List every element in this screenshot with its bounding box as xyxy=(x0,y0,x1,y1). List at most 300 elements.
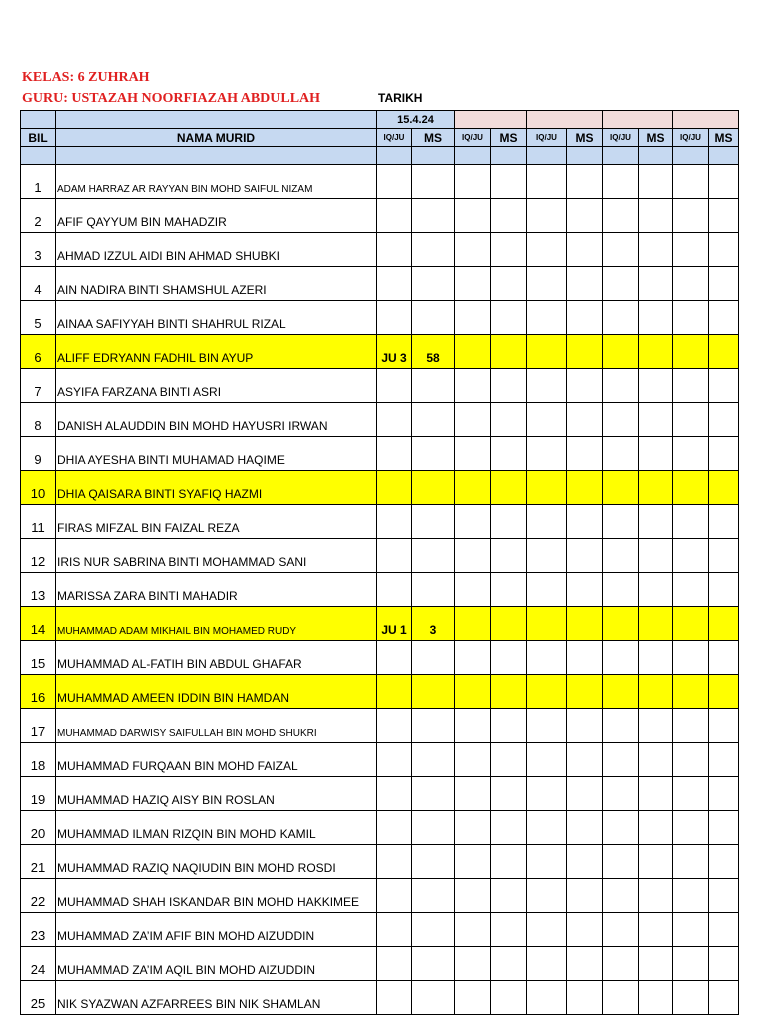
student-number: 9 xyxy=(21,437,56,471)
empty-cell xyxy=(639,335,673,369)
empty-cell xyxy=(527,811,567,845)
blank-cell xyxy=(567,147,603,165)
empty-cell xyxy=(709,811,739,845)
empty-cell xyxy=(527,403,567,437)
empty-cell xyxy=(567,777,603,811)
student-name: AIN NADIRA BINTI SHAMSHUL AZERI xyxy=(56,267,377,301)
empty-cell xyxy=(527,743,567,777)
empty-cell xyxy=(455,505,491,539)
empty-cell xyxy=(709,505,739,539)
student-number: 23 xyxy=(21,913,56,947)
date-label: TARIKH xyxy=(378,91,423,105)
empty-cell xyxy=(673,573,709,607)
empty-cell xyxy=(567,641,603,675)
empty-cell xyxy=(709,471,739,505)
student-name: DHIA QAISARA BINTI SYAFIQ HAZMI xyxy=(56,471,377,505)
empty-cell xyxy=(491,233,527,267)
student-name: MUHAMMAD ILMAN RIZQIN BIN MOHD KAMIL xyxy=(56,811,377,845)
empty-cell xyxy=(491,301,527,335)
student-row xyxy=(21,369,739,403)
empty-cell xyxy=(527,981,567,1015)
empty-cell xyxy=(709,845,739,879)
iqju-cell xyxy=(377,233,412,267)
empty-cell xyxy=(455,845,491,879)
student-number: 5 xyxy=(21,301,56,335)
student-name: FIRAS MIFZAL BIN FAIZAL REZA xyxy=(56,505,377,539)
empty-cell xyxy=(603,709,639,743)
empty-cell xyxy=(709,573,739,607)
ms-cell xyxy=(412,233,455,267)
empty-cell xyxy=(709,641,739,675)
empty-cell xyxy=(639,641,673,675)
empty-cell xyxy=(491,777,527,811)
empty-cell xyxy=(527,675,567,709)
iqju-cell xyxy=(377,675,412,709)
empty-cell xyxy=(491,811,527,845)
bil-header: BIL xyxy=(21,129,56,147)
empty-cell xyxy=(603,369,639,403)
student-name: ALIFF EDRYANN FADHIL BIN AYUP xyxy=(56,335,377,369)
student-name: DHIA AYESHA BINTI MUHAMAD HAQIME xyxy=(56,437,377,471)
student-number: 4 xyxy=(21,267,56,301)
blank-cell xyxy=(709,147,739,165)
empty-cell xyxy=(639,165,673,199)
student-row xyxy=(21,743,739,777)
ms-cell xyxy=(412,505,455,539)
student-name: MUHAMMAD AMEEN IDDIN BIN HAMDAN xyxy=(56,675,377,709)
empty-cell xyxy=(603,573,639,607)
blank-cell xyxy=(527,147,567,165)
empty-cell xyxy=(639,573,673,607)
empty-cell xyxy=(455,573,491,607)
empty-cell xyxy=(455,403,491,437)
ms-cell xyxy=(412,811,455,845)
blank-cell xyxy=(491,147,527,165)
student-number: 20 xyxy=(21,811,56,845)
ms-cell xyxy=(412,981,455,1015)
empty-cell xyxy=(673,335,709,369)
empty-cell xyxy=(603,471,639,505)
empty-cell xyxy=(567,335,603,369)
empty-cell xyxy=(639,471,673,505)
empty-cell xyxy=(603,539,639,573)
iqju-cell xyxy=(377,165,412,199)
empty-cell xyxy=(639,947,673,981)
student-row xyxy=(21,913,739,947)
ms-cell xyxy=(412,437,455,471)
empty-cell xyxy=(527,709,567,743)
ms-cell xyxy=(412,369,455,403)
empty-cell xyxy=(527,233,567,267)
ms-cell xyxy=(412,709,455,743)
student-number: 12 xyxy=(21,539,56,573)
student-number: 1 xyxy=(21,165,56,199)
iqju-cell xyxy=(377,743,412,777)
student-row xyxy=(21,947,739,981)
student-row xyxy=(21,335,739,369)
student-name: AHMAD IZZUL AIDI BIN AHMAD SHUBKI xyxy=(56,233,377,267)
empty-cell xyxy=(455,437,491,471)
student-name: NIK SYAZWAN AZFARREES BIN NIK SHAMLAN xyxy=(56,981,377,1015)
iqju-cell xyxy=(377,437,412,471)
student-number: 3 xyxy=(21,233,56,267)
empty-cell xyxy=(455,879,491,913)
empty-cell xyxy=(673,811,709,845)
iqju-cell xyxy=(377,301,412,335)
empty-cell xyxy=(603,675,639,709)
student-row xyxy=(21,437,739,471)
blank-cell xyxy=(639,147,673,165)
iqju-cell xyxy=(377,267,412,301)
empty-cell xyxy=(709,301,739,335)
empty-cell xyxy=(673,539,709,573)
empty-cell xyxy=(527,437,567,471)
ms-header: MS xyxy=(491,129,527,147)
iqju-cell xyxy=(377,879,412,913)
empty-cell xyxy=(673,743,709,777)
empty-cell xyxy=(491,709,527,743)
iqju-cell: JU 1 xyxy=(377,607,412,641)
empty-cell xyxy=(673,777,709,811)
date-header-row xyxy=(21,111,739,129)
student-row xyxy=(21,607,739,641)
nama-header: NAMA MURID xyxy=(56,129,377,147)
student-row xyxy=(21,403,739,437)
empty-cell xyxy=(491,947,527,981)
empty-cell xyxy=(567,743,603,777)
empty-cell xyxy=(567,301,603,335)
ms-cell xyxy=(412,777,455,811)
empty-cell xyxy=(603,505,639,539)
empty-cell xyxy=(639,369,673,403)
empty-cell xyxy=(639,437,673,471)
ms-cell xyxy=(412,403,455,437)
empty-cell xyxy=(491,267,527,301)
blank-cell xyxy=(412,147,455,165)
iqju-cell xyxy=(377,811,412,845)
student-number: 6 xyxy=(21,335,56,369)
empty-cell xyxy=(527,947,567,981)
empty-cell xyxy=(709,675,739,709)
empty-cell xyxy=(603,301,639,335)
empty-cell xyxy=(603,267,639,301)
empty-cell xyxy=(567,165,603,199)
iqju-cell xyxy=(377,845,412,879)
blank-cell xyxy=(377,147,412,165)
empty-cell xyxy=(567,267,603,301)
empty-cell xyxy=(567,845,603,879)
empty-cell xyxy=(709,879,739,913)
empty-cell xyxy=(455,199,491,233)
ms-header: MS xyxy=(567,129,603,147)
empty-cell xyxy=(527,607,567,641)
empty-cell xyxy=(455,811,491,845)
empty-cell xyxy=(527,539,567,573)
empty-cell xyxy=(491,913,527,947)
empty-cell xyxy=(455,539,491,573)
empty-cell xyxy=(709,233,739,267)
student-number: 15 xyxy=(21,641,56,675)
empty-cell xyxy=(455,981,491,1015)
ms-cell xyxy=(412,675,455,709)
student-name: IRIS NUR SABRINA BINTI MOHAMMAD SANI xyxy=(56,539,377,573)
student-row xyxy=(21,301,739,335)
empty-cell xyxy=(709,403,739,437)
empty-cell xyxy=(567,675,603,709)
iqju-header: IQ/JU xyxy=(527,129,567,147)
empty-cell xyxy=(639,233,673,267)
empty-cell xyxy=(639,403,673,437)
iqju-cell xyxy=(377,641,412,675)
empty-cell xyxy=(639,267,673,301)
empty-cell xyxy=(567,233,603,267)
iqju-cell xyxy=(377,199,412,233)
empty-cell xyxy=(709,335,739,369)
empty-cell xyxy=(491,573,527,607)
empty-cell xyxy=(603,437,639,471)
empty-cell xyxy=(603,743,639,777)
student-row xyxy=(21,845,739,879)
nama-header-top xyxy=(56,111,377,129)
empty-cell xyxy=(567,471,603,505)
empty-cell xyxy=(603,845,639,879)
empty-cell xyxy=(639,675,673,709)
empty-cell xyxy=(567,709,603,743)
empty-cell xyxy=(673,981,709,1015)
iqju-cell xyxy=(377,403,412,437)
empty-cell xyxy=(491,539,527,573)
blank-cell xyxy=(673,147,709,165)
blank-cell xyxy=(455,147,491,165)
empty-cell xyxy=(673,437,709,471)
student-name: ASYIFA FARZANA BINTI ASRI xyxy=(56,369,377,403)
iqju-header: IQ/JU xyxy=(673,129,709,147)
empty-cell xyxy=(567,199,603,233)
class-label: KELAS: 6 ZUHRAH xyxy=(22,70,150,85)
student-number: 16 xyxy=(21,675,56,709)
student-name: AINAA SAFIYYAH BINTI SHAHRUL RIZAL xyxy=(56,301,377,335)
student-number: 10 xyxy=(21,471,56,505)
empty-cell xyxy=(709,913,739,947)
empty-cell xyxy=(603,913,639,947)
ms-cell xyxy=(412,879,455,913)
empty-cell xyxy=(673,267,709,301)
empty-cell xyxy=(709,981,739,1015)
iqju-cell xyxy=(377,369,412,403)
empty-cell xyxy=(455,777,491,811)
empty-cell xyxy=(527,913,567,947)
student-row xyxy=(21,267,739,301)
attendance-table xyxy=(20,110,739,1015)
student-number: 11 xyxy=(21,505,56,539)
empty-cell xyxy=(491,743,527,777)
empty-cell xyxy=(455,607,491,641)
column-header-row xyxy=(21,129,739,147)
student-row xyxy=(21,233,739,267)
empty-cell xyxy=(527,505,567,539)
iqju-cell xyxy=(377,777,412,811)
empty-cell xyxy=(673,471,709,505)
student-name: MUHAMMAD FURQAAN BIN MOHD FAIZAL xyxy=(56,743,377,777)
empty-cell xyxy=(603,607,639,641)
empty-cell xyxy=(639,845,673,879)
student-row xyxy=(21,573,739,607)
empty-cell xyxy=(491,981,527,1015)
empty-cell xyxy=(455,165,491,199)
student-name: MUHAMMAD AL-FATIH BIN ABDUL GHAFAR xyxy=(56,641,377,675)
iqju-cell xyxy=(377,709,412,743)
empty-cell xyxy=(527,165,567,199)
student-row xyxy=(21,777,739,811)
empty-cell xyxy=(491,199,527,233)
empty-cell xyxy=(455,267,491,301)
empty-cell xyxy=(491,641,527,675)
student-row xyxy=(21,165,739,199)
empty-cell xyxy=(673,675,709,709)
empty-cell xyxy=(709,947,739,981)
student-row xyxy=(21,981,739,1015)
empty-cell xyxy=(567,573,603,607)
date-2-cell xyxy=(455,111,527,129)
empty-cell xyxy=(673,845,709,879)
empty-cell xyxy=(567,607,603,641)
student-row xyxy=(21,675,739,709)
empty-cell xyxy=(639,505,673,539)
iqju-cell xyxy=(377,471,412,505)
empty-cell xyxy=(455,709,491,743)
empty-cell xyxy=(673,947,709,981)
student-number: 14 xyxy=(21,607,56,641)
student-number: 17 xyxy=(21,709,56,743)
empty-cell xyxy=(455,301,491,335)
empty-cell xyxy=(603,403,639,437)
teacher-label: GURU: USTAZAH NOORFIAZAH ABDULLAH xyxy=(22,91,321,106)
student-row xyxy=(21,539,739,573)
student-row xyxy=(21,641,739,675)
ms-cell xyxy=(412,845,455,879)
empty-cell xyxy=(491,165,527,199)
student-name: MUHAMMAD ZA’IM AFIF BIN MOHD AIZUDDIN xyxy=(56,913,377,947)
empty-cell xyxy=(639,913,673,947)
iqju-cell: JU 3 xyxy=(377,335,412,369)
student-name: MUHAMMAD HAZIQ AISY BIN ROSLAN xyxy=(56,777,377,811)
empty-cell xyxy=(455,947,491,981)
empty-cell xyxy=(603,335,639,369)
empty-cell xyxy=(527,879,567,913)
ms-cell xyxy=(412,573,455,607)
empty-cell xyxy=(603,165,639,199)
empty-cell xyxy=(603,947,639,981)
empty-cell xyxy=(455,335,491,369)
ms-cell xyxy=(412,539,455,573)
student-number: 8 xyxy=(21,403,56,437)
empty-cell xyxy=(673,165,709,199)
empty-cell xyxy=(567,539,603,573)
empty-cell xyxy=(709,539,739,573)
empty-cell xyxy=(709,607,739,641)
empty-cell xyxy=(527,335,567,369)
ms-header: MS xyxy=(709,129,739,147)
ms-cell xyxy=(412,913,455,947)
empty-cell xyxy=(673,199,709,233)
date-3-cell xyxy=(527,111,603,129)
empty-cell xyxy=(709,199,739,233)
empty-cell xyxy=(527,641,567,675)
empty-cell xyxy=(491,845,527,879)
empty-cell xyxy=(491,879,527,913)
date-5-cell xyxy=(673,111,739,129)
empty-cell xyxy=(603,879,639,913)
empty-cell xyxy=(455,743,491,777)
empty-cell xyxy=(455,913,491,947)
student-number: 13 xyxy=(21,573,56,607)
ms-cell xyxy=(412,641,455,675)
student-number: 25 xyxy=(21,981,56,1015)
student-number: 2 xyxy=(21,199,56,233)
ms-cell xyxy=(412,743,455,777)
empty-cell xyxy=(639,777,673,811)
empty-cell xyxy=(455,369,491,403)
iqju-cell xyxy=(377,573,412,607)
empty-cell xyxy=(673,301,709,335)
empty-cell xyxy=(709,267,739,301)
empty-cell xyxy=(527,573,567,607)
empty-cell xyxy=(491,437,527,471)
empty-cell xyxy=(455,233,491,267)
empty-cell xyxy=(673,369,709,403)
empty-cell xyxy=(567,437,603,471)
empty-cell xyxy=(709,743,739,777)
empty-cell xyxy=(455,675,491,709)
ms-cell xyxy=(412,199,455,233)
empty-cell xyxy=(603,981,639,1015)
student-row xyxy=(21,879,739,913)
ms-cell xyxy=(412,165,455,199)
student-name: AFIF QAYYUM BIN MAHADZIR xyxy=(56,199,377,233)
ms-header: MS xyxy=(639,129,673,147)
empty-cell xyxy=(491,607,527,641)
empty-cell xyxy=(673,879,709,913)
blank-cell xyxy=(603,147,639,165)
empty-cell xyxy=(709,165,739,199)
blank-cell xyxy=(21,147,56,165)
empty-cell xyxy=(709,437,739,471)
empty-cell xyxy=(639,811,673,845)
iqju-cell xyxy=(377,913,412,947)
empty-cell xyxy=(673,641,709,675)
ms-cell xyxy=(412,471,455,505)
empty-cell xyxy=(603,199,639,233)
empty-cell xyxy=(639,743,673,777)
empty-cell xyxy=(567,811,603,845)
empty-cell xyxy=(567,505,603,539)
empty-cell xyxy=(603,777,639,811)
empty-cell xyxy=(527,471,567,505)
empty-cell xyxy=(603,641,639,675)
iqju-cell xyxy=(377,947,412,981)
empty-cell xyxy=(491,369,527,403)
blank-header-row xyxy=(21,147,739,165)
empty-cell xyxy=(527,369,567,403)
empty-cell xyxy=(603,233,639,267)
student-name: MARISSA ZARA BINTI MAHADIR xyxy=(56,573,377,607)
empty-cell xyxy=(639,709,673,743)
empty-cell xyxy=(491,403,527,437)
student-row xyxy=(21,505,739,539)
empty-cell xyxy=(527,301,567,335)
empty-cell xyxy=(491,675,527,709)
iqju-header: IQ/JU xyxy=(603,129,639,147)
